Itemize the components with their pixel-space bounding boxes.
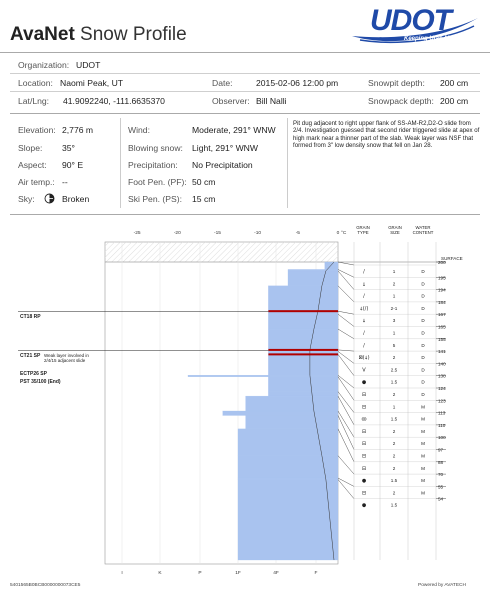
grain-type-cell: ● [361,478,367,485]
temp-tick-label: -10 [254,231,262,236]
layer-bar [268,392,338,396]
layer-bar [238,480,338,560]
elevation-label: Elevation: [18,125,56,135]
layer-bar [238,429,338,456]
depth-label: 55 [438,484,444,490]
grain-size-cell: 2 [392,355,396,361]
weak-layer-marker [268,310,338,312]
grain-type-cell: ⊟ [361,453,367,460]
hardness-tick-label: I [121,571,123,576]
depth-label: 200 [438,260,446,265]
grain-size-cell: 2 [392,490,396,496]
aspect-label: Aspect: [18,160,47,170]
slope-label: Slope: [18,143,43,153]
elevation-value: 2,776 m [62,125,94,135]
test-ct21-note: Weak layer involved in 2/4/15 adjacent slide [44,353,89,364]
location-value: Naomi Peak, UT [60,78,124,88]
water-content-cell: M [421,478,425,484]
layer-bar [288,269,338,270]
hardness-tick-label: P [198,571,202,576]
layer-connector [338,350,354,351]
grain-size-header: GRAIN SIZE [388,225,402,235]
depth-label: 167 [438,312,446,318]
hardness-tick-label: 4F [273,571,279,576]
depth-label: 70 [438,472,444,478]
observer-value: Bill Nalli [256,96,287,106]
grain-size-cell: 1.5 [390,478,398,484]
depth-label: 97 [438,447,444,453]
water-content-cell: M [421,453,425,459]
app-title-bold: AvaNet [10,24,75,45]
water-content-cell: D [421,281,425,287]
snowpack-depth-value: 200 cm [440,96,469,106]
layer-connector [338,456,354,474]
water-content-cell: D [421,293,425,299]
water-content-cell: D [421,330,425,336]
grain-type-cell: ⊟ [361,428,367,435]
precipitation-value: No Precipitation [192,160,253,170]
grain-size-cell: 1 [392,404,396,410]
water-content-cell: M [421,441,425,447]
grain-type-cell: / [363,293,365,300]
grain-size-cell: 2-1 [390,305,398,311]
layer-bar [268,354,338,375]
grain-size-cell: 1 [392,330,396,336]
water-content-cell: D [421,355,425,361]
grain-type-cell: ⊟ [361,490,367,497]
grain-type-cell: ⍋ [362,281,366,288]
layer-bar [288,271,338,286]
grain-type-cell: / [363,330,365,337]
observer-label: Observer: [212,96,250,106]
layer-bar [238,456,338,478]
latlng-label: Lat/Lng: [18,96,50,106]
water-content-cell: M [421,490,425,496]
layer-bar [268,377,338,392]
grain-size-cell: 1 [392,293,396,299]
grain-type-cell: ⍋ [362,318,366,325]
grain-size-cell: 1.5 [390,416,398,422]
water-content-cell: D [421,305,425,311]
layer-connector [338,392,354,413]
depth-label: 110 [438,422,446,428]
grain-type-cell: ⍋(/) [359,305,369,312]
grain-size-cell: 2 [392,428,396,434]
layer-connector [338,375,354,388]
temp-tick-label: -20 [173,231,181,236]
layer-bar [238,478,338,479]
weak-layer-marker [268,353,338,355]
air-temp-label: Air temp.: [18,177,55,187]
temp-tick-label: -25 [133,231,141,236]
layer-bar [268,314,338,329]
depth-label: 54 [438,496,444,502]
depth-label: 123 [438,398,446,404]
layer-connector [338,329,354,339]
grain-type-cell: ⊟ [361,392,367,398]
ski-pen-label: Ski Pen. (PS): [128,194,182,204]
water-content-cell: D [421,392,425,397]
grain-type-cell: ꝏ [361,416,367,423]
grain-type-cell: V [362,367,366,374]
layer-bar [325,262,338,269]
grain-type-cell: ⊟ [361,465,367,472]
test-ct18: CT18 RP [20,314,41,320]
organization-label: Organization: [18,60,70,70]
test-ectp26: ECTP26 SP [20,371,47,377]
layer-bar [188,375,338,376]
grain-size-cell: 1.5 [390,502,398,508]
layer-connector [338,286,354,302]
test-pst: PST 35/100 (End) [20,379,61,385]
layer-connector [338,311,354,314]
surface-label: SURFACE [441,256,463,261]
grain-type-cell: ● [361,502,367,509]
air-temp-value: -- [62,177,68,187]
depth-label: 100 [438,435,446,441]
app-title-light: Snow Profile [74,24,187,45]
depth-label: 155 [438,336,446,342]
water-content-cell: D [421,379,425,385]
layer-connector [338,271,354,290]
grain-type-cell: ● [361,379,367,386]
layer-bar [246,396,338,411]
weak-layer-marker [268,349,338,351]
layer-connector [338,377,354,401]
depth-label: 141 [438,349,446,355]
depth-label: 194 [438,287,446,293]
grain-size-cell: 1.5 [390,379,398,385]
sky-label: Sky: [18,194,35,204]
water-content-cell: D [421,367,425,373]
grain-size-cell: 1 [392,269,396,274]
latlng-value: 41.9092240, -111.6635370 [63,96,165,106]
wind-label: Wind: [128,125,150,135]
foot-pen-value: 50 cm [192,177,216,187]
aspect-value: 90° E [62,160,84,170]
depth-label: 140 [438,361,446,367]
water-content-cell: D [421,269,425,274]
layer-bar [268,329,338,350]
location-label: Location: [18,78,53,88]
grain-size-cell: 2 [392,465,396,471]
grain-type-header: GRAIN TYPE [356,225,370,235]
grain-type-cell: ⊟ [361,404,367,411]
foot-pen-label: Foot Pen. (PF): [128,177,187,187]
depth-label: 124 [438,386,446,391]
layer-connector [338,429,354,462]
depth-label: 138 [438,373,446,379]
temp-tick-label: -15 [214,231,221,236]
depth-label: 184 [438,299,446,305]
air-hatch-band [105,242,338,262]
layer-connector [338,269,354,277]
layer-connector [338,411,354,437]
grain-size-cell: 5 [392,342,396,348]
date-label: Date: [212,78,233,88]
grain-type-cell: / [363,342,365,349]
snowpit-depth-value: 200 cm [440,78,469,88]
water-content-cell: D [421,342,425,348]
udot-tagline: Keeping Utah Moving [404,36,466,42]
slope-value: 35° [62,143,75,153]
layer-connector [338,314,354,326]
hardness-tick-label: K [158,571,162,576]
grain-size-cell: 2.5 [390,367,398,373]
footer-id: 5401565B0BCB0000000073CE5 [10,583,81,588]
depth-label: 195 [438,275,446,281]
organization-value: UDOT [76,60,101,70]
blowing-snow-value: Light, 291° WNW [192,143,259,153]
test-ct21: CT21 SP [20,353,41,359]
water-content-cell: M [421,416,425,422]
water-content-cell: D [421,318,425,324]
date-value: 2015-02-06 12:00 pm [256,78,339,88]
layer-bar [246,415,338,428]
temp-unit-label: °C [341,231,347,236]
water-content-cell: M [421,404,425,410]
snowpack-depth-label: Snowpack depth: [368,96,434,106]
water-content-header: WATER CONTENT [412,225,434,235]
grain-size-cell: 2 [392,453,396,459]
layer-bar [268,286,338,311]
water-content-cell: M [421,465,425,471]
water-content-cell: M [421,428,425,434]
snowpit-depth-label: Snowpit depth: [368,78,425,88]
grain-size-cell: 3 [392,318,396,324]
temp-tick-label: -5 [295,231,300,236]
depth-label: 113 [438,410,446,416]
layer-bar [223,411,338,415]
sky-value: Broken [62,194,90,204]
grain-size-cell: 2 [392,392,396,397]
grain-type-cell: / [363,269,365,275]
notes: Pit dug adjacent to right upper flank of SS-AM-R2,D2-O slide from 2/4. Investigation guessed that second rider triggered slide at apex of high mark near a thinner part of the slab. Weak layer was NSF that formed from 3" low density snow that fell on Jan 28. [293,120,480,150]
temp-tick-label: 0 [336,231,340,236]
depth-label: 88 [438,459,444,465]
blowing-snow-label: Blowing snow: [128,143,183,153]
precipitation-label: Precipitation: [128,160,178,170]
depth-label: 165 [438,324,446,330]
grain-type-cell: ⊠(⍋) [358,355,370,362]
grain-type-cell: ⊟ [361,441,367,448]
grain-size-cell: 2 [392,441,396,447]
udot-logo-text: UDOT [370,4,451,37]
ski-pen-value: 15 cm [192,194,216,204]
wind-value: Moderate, 291° WNW [192,125,276,135]
hardness-tick-label: F [314,571,318,576]
hardness-tick-label: 1F [235,571,241,576]
layer-connector [338,262,354,265]
footer-powered: Powered by AVATECH [418,583,466,588]
grain-size-cell: 2 [392,281,396,287]
